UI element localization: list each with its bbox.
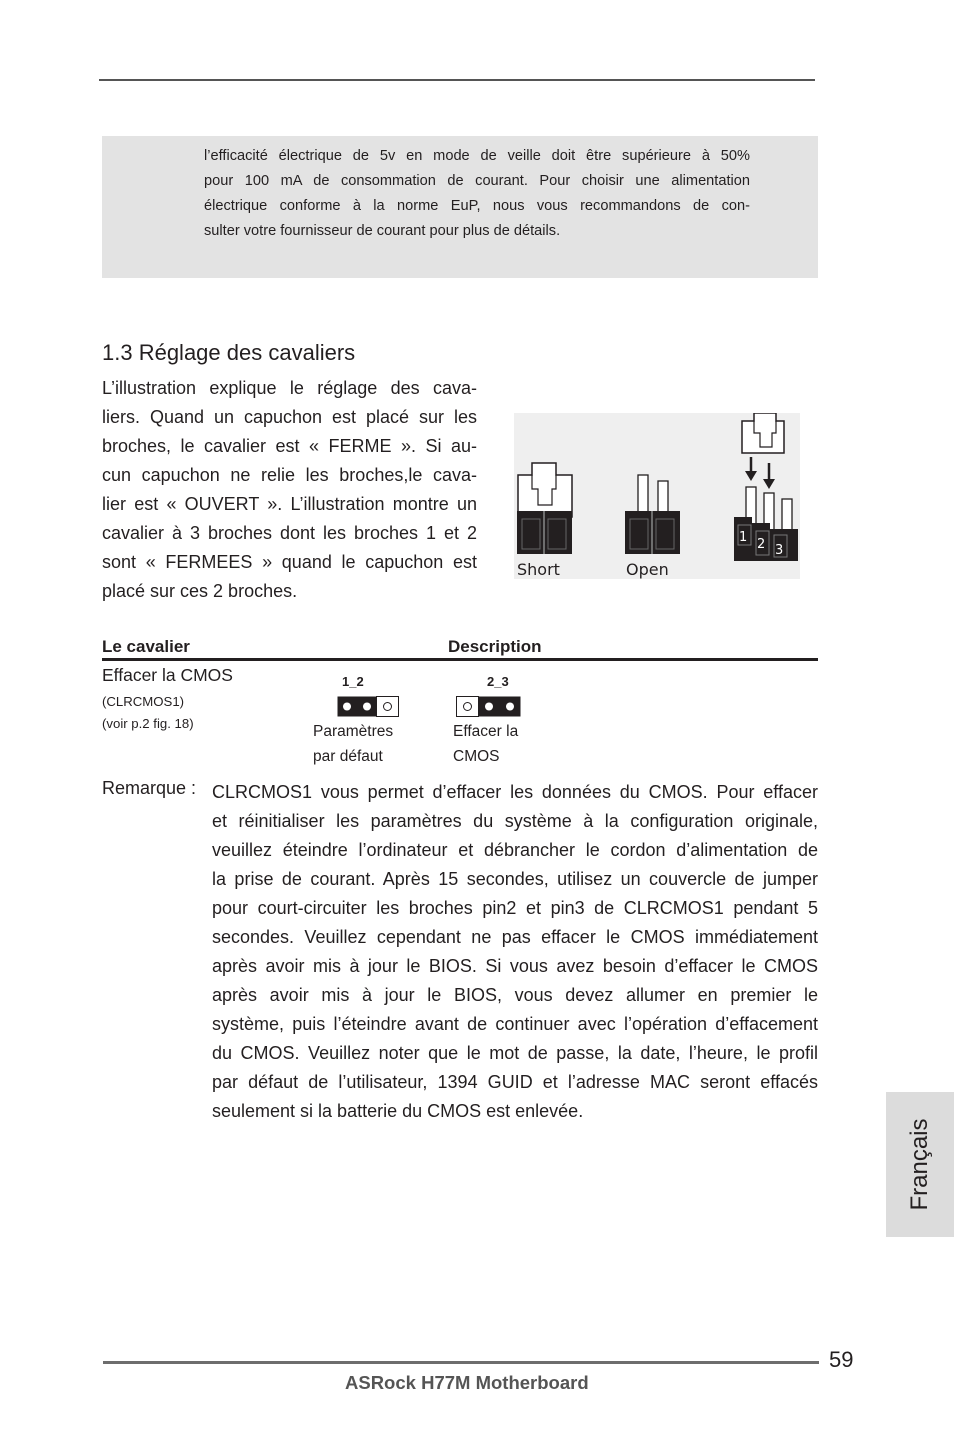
remark-line: seulement si la batterie du CMOS est enlevée. [212,1101,584,1121]
remark-line: après avoir mis à jour le BIOS, vous devez allumer en premier le [212,985,818,1005]
remark-line: après avoir mis à jour le BIOS. Si vous avez besoin d’effacer le CMOS [212,956,818,976]
remark-label: Remarque : [102,778,197,798]
setting1-caption-line1: Paramètres [313,723,394,740]
intro-line: placé sur ces 2 broches. [102,581,298,601]
setting2-caption-line2: CMOS [453,748,500,765]
intro-line: cavalier à 3 broches dont les broches 1 et 2 [102,523,477,543]
row-id: (CLRCMOS1) [102,694,185,709]
remark-line: et réinitialiser les paramètres du système à la configuration originale, [212,811,818,831]
note-text [204,144,750,244]
setting1-caption-line2: par défaut [313,748,383,765]
table-header-description: Description [448,637,542,656]
remark-line: système, puis l’éteindre avant de continuer avec l’opération d’effacement [212,1014,818,1034]
setting2-caption [453,719,518,769]
row-title: Effacer la CMOS [102,665,233,685]
row-ref: (voir p.2 fig. 18) [102,716,194,731]
remark-line: CLRCMOS1 vous permet d’effacer les données du CMOS. Pour effacer [212,782,818,802]
pin-header-1-2-icon [337,695,401,719]
setting1-label: 1_2 [342,674,364,689]
note-line: sulter votre fournisseur de courant pour plus de détails. [204,223,561,239]
remark-line: du CMOS. Veuillez noter que le mot de passe, la date, l’heure, le profil [212,1043,818,1063]
setting1-caption [313,719,393,769]
section-title: 1.3 Réglage des cavaliers [102,340,356,365]
note-line: électrique conforme à la norme EuP, nous vous recommandons de con- [204,198,750,214]
jumper-illustration-svg [514,413,800,579]
intro-line: broches, le cavalier est « FERME ». Si au- [102,436,477,456]
note-line: pour 100 mA de consommation de courant. Pour choisir une alimentation [204,173,750,189]
note-box [102,136,818,278]
remark-line: par défaut de l’utilisateur, 1394 GUID et l’adresse MAC seront effacés [212,1072,818,1092]
open-label: Open [626,560,669,579]
table-header-rule [102,658,818,661]
language-label: Français [906,1118,933,1211]
intro-line: cun capuchon ne relie les broches,le cava- [102,465,477,485]
note-line: l’efficacité électrique de 5v en mode de veille doit être supérieure à 50% [204,148,750,164]
pin-number-2: 2 [757,537,766,552]
remark-line: pour court-circuiter les broches pin2 et pin3 de CLRCMOS1 pendant 5 [212,898,818,918]
intro-line: L’illustration explique le réglage des cava- [102,378,477,398]
intro-line: liers. Quand un capuchon est placé sur les [102,407,477,427]
top-rule [99,79,815,81]
remark-line: la prise de courant. Après 15 secondes, utilisez un couvercle de jumper [212,869,818,889]
intro-line: sont « FERMEES » quand le capuchon est [102,552,477,572]
pin-number-3: 3 [775,543,784,558]
short-jumper [517,463,572,554]
short-label: Short [517,560,560,579]
remark-line: veuillez éteindre l’ordinateur et débrancher le cordon d’alimentation de [212,840,818,860]
remark-body [212,778,818,1126]
table-header-jumper: Le cavalier [102,637,190,656]
intro-paragraph [102,374,477,606]
language-side-tab [886,1092,954,1237]
footer-rule [103,1361,819,1364]
jumper-illustration [514,413,800,579]
pin-header-2-3-icon [456,695,522,719]
intro-line: lier est « OUVERT ». L’illustration montre un [102,494,477,514]
setting2-caption-line1: Effacer la [453,723,519,740]
footer-product: ASRock H77M Motherboard [345,1372,589,1393]
remark-line: secondes. Veuillez cependant ne pas effacer le CMOS immédiatement [212,927,818,947]
setting2-label: 2_3 [487,674,509,689]
pin-number-1: 1 [739,530,748,545]
page-number: 59 [829,1347,854,1372]
